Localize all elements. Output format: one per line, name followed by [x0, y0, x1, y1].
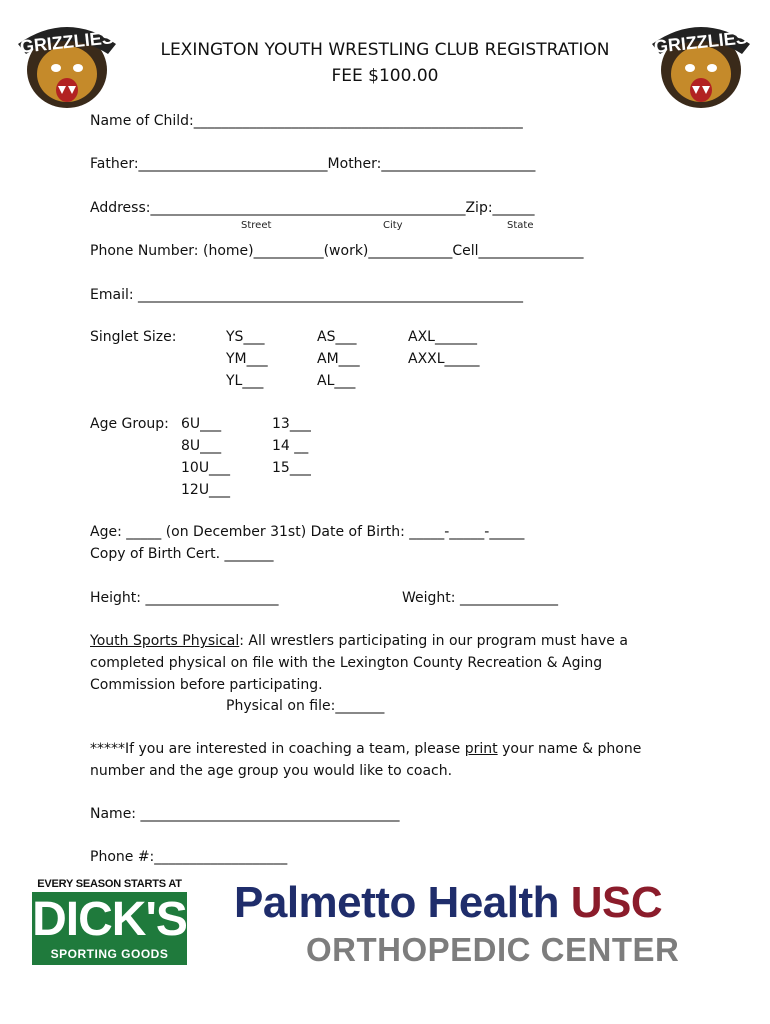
address-city-label: City — [383, 220, 403, 231]
address-street-label: Street — [241, 220, 272, 231]
age-dob-field[interactable]: Age: _____ (on December 31st) Date of Birth: _____-_____-_____ — [90, 524, 525, 540]
palmetto-health-text: Palmetto Health — [234, 878, 571, 927]
singlet-option[interactable]: AM___ — [317, 351, 360, 367]
age-group-option[interactable]: 14 __ — [272, 438, 309, 454]
coach-text: your name & phone — [497, 741, 642, 757]
height-field[interactable]: Height: ___________________ — [90, 590, 279, 606]
birth-cert-field[interactable]: Copy of Birth Cert. _______ — [90, 546, 274, 562]
dicks-subtitle: SPORTING GOODS — [50, 947, 169, 961]
physical-paragraph-line2: completed physical on file with the Lexington County Recreation & Aging — [90, 655, 603, 671]
physical-heading: Youth Sports Physical — [90, 633, 240, 649]
age-group-option[interactable]: 13___ — [272, 416, 311, 432]
singlet-size-label: Singlet Size: — [90, 329, 177, 345]
singlet-option[interactable]: YM___ — [226, 351, 268, 367]
age-group-option[interactable]: 8U___ — [181, 438, 222, 454]
singlet-option[interactable]: AL___ — [317, 373, 356, 389]
coach-paragraph-line1 — [90, 740, 641, 758]
grizzlies-logo-right — [646, 14, 756, 110]
singlet-option[interactable]: AXL______ — [408, 329, 477, 345]
physical-paragraph-line3: Commission before participating. — [90, 677, 323, 693]
physical-text: : All wrestlers participating in our program must have a — [239, 633, 628, 649]
age-group-option[interactable]: 12U___ — [181, 482, 231, 498]
singlet-option[interactable]: AXXL_____ — [408, 351, 480, 367]
page-title: LEXINGTON YOUTH WRESTLING CLUB REGISTRATION — [160, 40, 610, 60]
parents-field[interactable]: Father:___________________________Mother:______________________ — [90, 156, 536, 172]
singlet-option[interactable]: YL___ — [226, 373, 264, 389]
dicks-logo-box — [32, 892, 187, 965]
address-field[interactable]: Address:_____________________________________________Zip:______ — [90, 200, 535, 216]
svg-text:GRIZZLIES: GRIZZLIES — [653, 27, 749, 57]
age-group-option[interactable]: 10U___ — [181, 460, 231, 476]
age-group-option[interactable]: 15___ — [272, 460, 311, 476]
singlet-option[interactable]: YS___ — [226, 329, 265, 345]
dicks-sporting-goods-logo — [32, 878, 187, 965]
email-field[interactable]: Email: _______________________________________________________ — [90, 287, 524, 303]
coach-text: *****If you are interested in coaching a team, please — [90, 741, 465, 757]
dicks-wordmark: DICK'S — [32, 893, 187, 946]
registration-fee: FEE $100.00 — [331, 66, 439, 86]
usc-text: USC — [570, 878, 663, 927]
singlet-option[interactable]: AS___ — [317, 329, 357, 345]
palmetto-health-logo — [234, 878, 662, 928]
coach-print-emphasis: print — [464, 741, 498, 757]
orthopedic-center-text: ORTHOPEDIC CENTER — [306, 931, 680, 968]
coach-paragraph-line2: number and the age group you would like to coach. — [90, 763, 453, 779]
physical-paragraph-line1 — [90, 632, 628, 650]
coach-phone-field[interactable]: Phone #:___________________ — [90, 849, 288, 865]
physical-on-file-field[interactable]: Physical on file:_______ — [226, 698, 385, 714]
child-name-field[interactable]: Name of Child:_______________________________________________ — [90, 113, 523, 129]
weight-field[interactable]: Weight: ______________ — [402, 590, 558, 606]
svg-text:GRIZZLIES: GRIZZLIES — [19, 27, 115, 57]
grizzlies-logo-left — [12, 14, 122, 110]
coach-name-field[interactable]: Name: _____________________________________ — [90, 806, 400, 822]
phone-field[interactable]: Phone Number: (home)__________(work)____________Cell_______________ — [90, 243, 584, 259]
age-group-option[interactable]: 6U___ — [181, 416, 222, 432]
dicks-tagline: EVERY SEASON STARTS AT — [32, 878, 187, 891]
address-state-label: State — [507, 220, 534, 231]
age-group-label: Age Group: — [90, 416, 169, 432]
